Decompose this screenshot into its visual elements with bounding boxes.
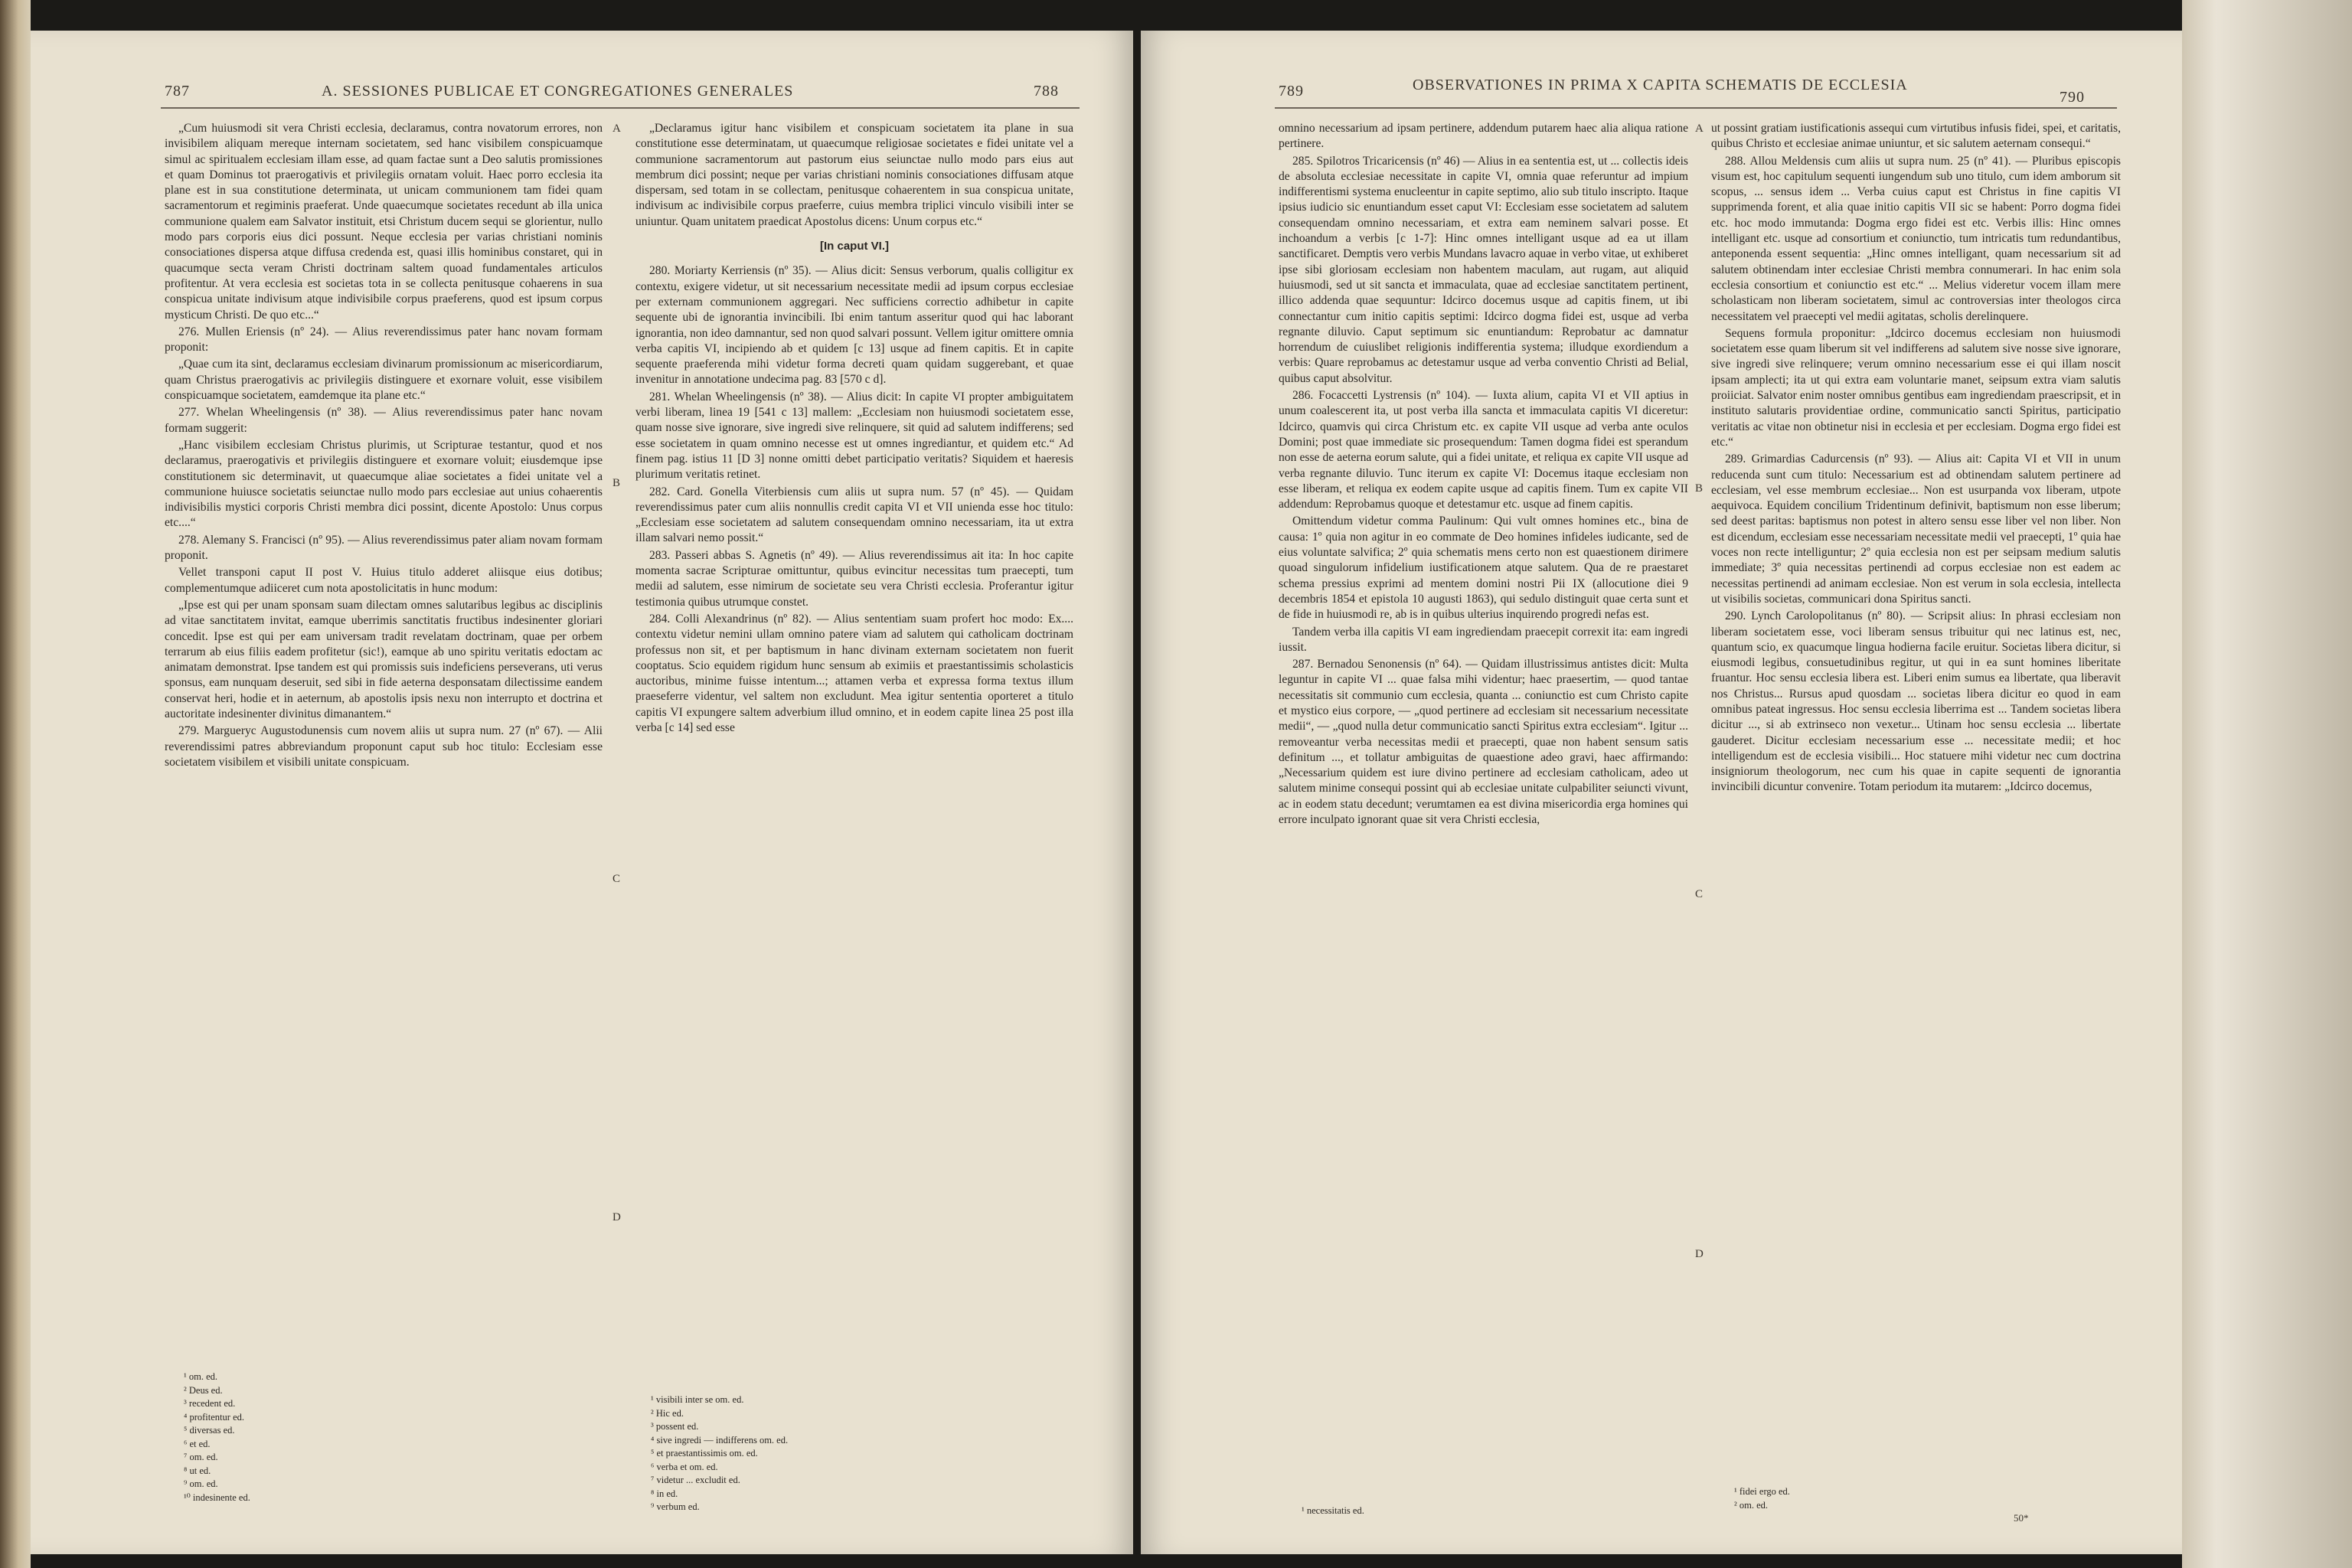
right-footnotes-1 [1294, 1504, 1524, 1518]
paragraph: omnino necessarium ad ipsam pertinere, addendum putarem haec alia aliqua ratione pertinere. [1279, 122, 1688, 151]
paragraph: 287. Bernadou Senonensis (nº 64). — Quidam illustrissimus antistes dicit: Multa leguntur in capite VI ... quae falsa mihi videntur; haec praesertim, — quod tantae necessitatis sit communio cum ecclesia, quanta ... coniunctio est cum Christo capite et mystico eius corpore, — „quod pertinere ad ecclesiam sit necessarium necessitate medii“, — „quod nulla detur communicatio sancti Spiritus extra ecclesiam“. Igitur ... removeantur verba necessitas medii et praecepti, quae non habent sensum satis definitum ..., et tollatur ambiguitas de quaestione adeo gravi, haec affirmando: „Necessarium quidem est iure divino pertinere ad ecclesiam catholicam, adeo ut salutem minime consequi possint qui ab ecclesiae unitate culpabiliter seiuncti vivunt, ac in eodem statu decedunt; verumtamen ea est divina misericordia erga homines qui errore inculpato ignorant quae sit vera Christi ecclesia, [1279, 658, 1688, 827]
paragraph: ⁷ videtur ... excludit ed. [651, 1475, 740, 1485]
right-page-title: OBSERVATIONES IN PRIMA X CAPITA SCHEMATIS DE ECCLESIA [1413, 77, 1908, 93]
paragraph: 276. Mullen Eriensis (nº 24). — Alius reverendissimus pater hanc novam formam proponit: [165, 325, 603, 354]
right-column-1 [1279, 121, 1688, 1491]
paragraph: ⁵ et praestantissimis om. ed. [651, 1448, 758, 1459]
paragraph: ⁹ verbum ed. [651, 1501, 700, 1512]
paragraph: 283. Passeri abbas S. Agnetis (nº 49). — Alius reverendissimus ait ita: In hoc capite momenta sacrae Scripturae omittuntur, quibus evincitur necessitas tum praecepti, tum medii ad salutem, esse nimirum de societate seu vera Christi ecclesia. Proferantur igitur testimonia quibus utrumque constet. [635, 548, 1073, 609]
paragraph: ut possint gratiam iustificationis assequi cum virtutibus infusis fidei, spei, et caritatis, quibus Christo et ecclesiae animae uniuntur, et sic salutem aeternam consequi.“ [1711, 122, 2121, 151]
left-footnotes-2 [643, 1393, 949, 1514]
paragraph: Sequens formula proponitur: „Idcirco docemus ecclesiam non huiusmodi societatem esse quam liberum sit vel indifferens ad salutem sive nosse sive ignorare, sive ingredi sive relinquere; verum omnino necessarium esse ei qui illam noscit ipsam amplecti; ita ut qui extra eam voluntarie manet, seipsum extra viam salutis proiiciat. Salvator enim noster omnibus gentibus eam ingrediendam praescripsit, et in instituto salutaris providentiae ordine, communicatio sancti Spiritus, participatio veritatis ac vitae non obtinetur nisi in ecclesia et per ecclesiam. Dogma ergo fidei est etc.“ [1711, 326, 2121, 449]
margin-letter-b: B [1695, 482, 1704, 495]
left-footnotes-1 [176, 1370, 406, 1504]
margin-letter-c: C [612, 873, 621, 885]
margin-letter-a: A [1695, 122, 1704, 135]
paragraph: ³ possent ed. [651, 1421, 699, 1432]
paragraph: ⁵ diversas ed. [184, 1425, 235, 1436]
left-page-number-a: 787 [165, 83, 190, 100]
left-page-number-b: 788 [1034, 83, 1059, 100]
right-page [1141, 31, 2182, 1554]
paragraph: „Cum huiusmodi sit vera Christi ecclesia, declaramus, contra novatorum errores, non invisibilem aliquam mereque internam societatem, sed hanc visibilem conspicuamque simul ac spiritualem ecclesiam illam esse, ad quam factae sunt a Deo salutis promissiones et quam Dominus tot praerogativis et privilegiis ornatam voluit. Haec porro ecclesia ita plane est in sua constitutione determinata, ut unicam communionem tam fidei quam sacramentorum et regiminis praeferat. Unde quaecumque societates recedunt ab illa unica communione qualem eam Salvator instituit, etsi Christum ducem sequi se glorientur, nullo modo pars corporis eius dici possunt. Neque ecclesia per varias christiani nominis consociationes dispersa atque diffusa credenda est, quasi illis hominibus constaret, qui in quacumque secta veram Christi doctrinam saltem quoad fundamentales articulos profitentur. At vera ecclesia est societas tota in se collecta penitusque cohaerens in sua conspicua unitate indivisum atque indivisibile corpus praeferens, quod est ipsum corpus mysticum Christi. De quo etc...“ [165, 122, 603, 322]
signature-mark: 50* [2014, 1512, 2029, 1524]
book-edge-left [0, 0, 31, 1568]
paragraph: 286. Focaccetti Lystrensis (nº 104). — Iuxta alium, capita VI et VII aptius in unum coalescerent ita, ut post verba illa sancta et immaculata capitis VI diceretur: Idcirco, quamvis qui circa Christum etc. ex capite VII usque ad verba ante oculos Domini; post quae immediate sic prosequendum: Tamen dogma fidei est sperandum non esse de aeterna eorum salute, qui a fidei unitate, et reliqua ex capite VII usque ad verba regnante diluvio. Tunc iterum ex capite VI: Docemus itaque ecclesiam non esse liberam, et reliqua ex eodem capite usque ad capitis finem. Tum ex capite VII addendum: Reprobamus quoque et detestamur etc. usque ad finem capitis. [1279, 389, 1688, 511]
paragraph: 284. Colli Alexandrinus (nº 82). — Alius sententiam suam profert hoc modo: Ex.... contextu videtur nemini ullam omnino patere viam ad salutem qui catholicam doctrinam professus non sit, et per baptismum in hanc divinam externam societatem non fuerit cooptatus. Scio equidem rigidum hunc sensum ab eximiis et praestantissimis scholasticis auctoribus, minime fuisse intentum...; attamen verba et expressa forma textus illum praeseferre videntur, vel saltem non excludunt. Mea igitur sententia oporteret a titulo capitis VI expungere saltem adverbium illud omnino, et in eodem capite linea 25 post illa verba [c 14] sed esse [635, 612, 1073, 734]
left-page-title: A. SESSIONES PUBLICAE ET CONGREGATIONES GENERALES [322, 83, 794, 100]
left-column-1 [165, 121, 603, 1354]
paragraph: ⁶ et ed. [184, 1438, 211, 1449]
book-edge-right [2182, 0, 2352, 1568]
paragraph: 282. Card. Gonella Viterbiensis cum aliis ut supra num. 57 (nº 45). — Quidam reverendissimus pater cum aliis nonnullis credit capita VI et VII unienda esse hoc titulo: „Ecclesiam esse societatem ad salutem consequendam omnino necessariam, ita ut extra illam salvari nemo possit.“ [635, 485, 1073, 545]
paragraph: „Ipse est qui per unam sponsam suam dilectam omnes salutaribus legibus ac disciplinis ad vitae sanctitatem invitat, eamque uberrimis sanctitatis fructibus indesinenter gloriari concedit. Ipse est qui per eam universam tradit revelatam doctrinam, quae per orbem terrarum ab eius filiis eadem profitetur (sic!), eamque ab uno spiritu veritatis edoctam ac animatam demonstrat. Ipse tandem est qui promissis suis indeficiens perseverans, uti verus sponsus, eam nunquam deseruit, sed sibi in fide aeterna desponsatam dilectissime eandem conservat heri, hodie et in aeternum, ab apostolis ipsis nexu non interrupto et doctrina et auctoritate indesinenter divinitus dimanantem.“ [165, 598, 603, 720]
paragraph: ⁷ om. ed. [184, 1452, 218, 1462]
paragraph: ⁶ verba et om. ed. [651, 1461, 718, 1472]
paragraph: ¹⁰ indesinente ed. [184, 1491, 250, 1503]
right-page-number-a: 789 [1279, 83, 1304, 100]
paragraph: 280. Moriarty Kerriensis (nº 35). — Alius dicit: Sensus verborum, qualis colligitur ex contextu, exigere videtur, ut sit necessarium necessitate medii ad ipsum corpus ecclesiae per externam communionem aggregari. Nec sufficiens correctio adhibetur in capite sequente ubi de ignorantia invincibili. Ibi enim tantum asseritur quod qui hac laborant ignorantia, non ideo damnantur, sed non quod salvari possunt. Vellem igitur omittere omnia verba capitis VI, incipiendo ab et quidem [c 13] usque ad finem capitis. Et in capite sequente praeferenda mihi videtur forma decreti quam quidam suggerebant, et quae invenitur in annotatione undecima pag. 83 [570 c d]. [635, 264, 1073, 387]
paragraph: 288. Allou Meldensis cum aliis ut supra num. 25 (nº 41). — Pluribus episcopis visum est, hoc capitulum sequenti iungendum sub uno titulo, cum idem amborum sit scopus, ... sensus idem ... Verba cuius caput est Christus in fine capitis VI supprimenda forent, et alia quae initio capitis VII sic se habent: Porro dogma fidei etc. hoc modo immutanda: Dogma ergo fidei est etc. Verbis illis: Hinc omnes intelligant etc. usque ad consortium et coniunctio, tum intricatis tum redundantibus, anteponenda essent sequentia: „Hinc omnes intelligant, quam necessarium sit ad salutem obtinendam inter ecclesiae Christi membra connumerari. In hac enim sola ecclesia consortium et coniunctio est etc.“ ... Melius videretur vocem illam mere scholasticam non liberam societatem, simul ac controversias inter theologos circa necessitatem vel praecepti vel medii agitatas, scholis derelinquere. [1711, 154, 2121, 323]
paragraph: ¹ visibili inter se om. ed. [651, 1394, 744, 1405]
paragraph: Tandem verba illa capitis VI eam ingrediendam praecepit correxit ita: eam ingredi iussit. [1279, 625, 1688, 654]
left-page [31, 31, 1133, 1554]
margin-letter-d: D [1695, 1248, 1704, 1260]
left-col2-intro: „Declaramus igitur hanc visibilem et conspicuam societatem ita plane in sua constitutione esse determinatam, ut quaecumque religiosae societates e fidei unitate vel a communione sacramentorum aut pastorum eius seiunctae nullo modo pars eius aut membrum dici possint; neque per varias christiani nominis consociationes diffusam atque dispersam, sed totam in se collectam, penitusque cohaerentem in sua conspicua unitate, indivisum ac indivisibile corpus praeferre, cuius membra triplici vinculo visibili inter se uniuntur. Quam unitatem praedicat Apostolus dicens: Unum corpus etc.“ [635, 122, 1073, 228]
paragraph: ⁸ in ed. [651, 1488, 678, 1499]
margin-letter-a: A [612, 122, 621, 135]
paragraph: Omittendum videtur comma Paulinum: Qui vult omnes homines etc., bina de causa: 1º quia non agitur in eo commate de Deo homines infideles iudicante, sed de eius voluntate salvifica; 2º quia schematis mens certo non est quaestionem dirimere quoad singulorum infidelium iustificationem atque salutem. Qua de re praestaret schema pressius exprimi ad mentem domini nostri Pii IX (allocutione diei 9 decembris 1854 et epistola 10 augusti 1863), qui sedulo distinguit quae certa sunt et de fide in huiusmodi re, ab is in quibus ulterius inquirendo progredi nefas est. [1279, 514, 1688, 622]
paragraph: 279. Margueryc Augustodunensis cum novem aliis ut supra num. 27 (nº 67). — Alii reverendissimi patres abbreviandum proponunt caput sub hoc titulo: Ecclesiam esse societatem visibilem et visibili unitate conspicuam. [165, 724, 603, 769]
paragraph: „Hanc visibilem ecclesiam Christus plurimis, ut Scripturae testantur, quod et nos declaramus, praerogativis et privilegiis distinguere et exornare voluit; eiusdemque ipse constitutionem sic determinavit, ut quaecumque aliae societates a fidei unitate vel a communione huiusce societatis seiunctae nullo modo pars ecclesiae aut unius cohaerentis indivisibilis mystici corporis Christi membra dici possint, dicente Apostolo: Unus corpus etc....“ [165, 438, 603, 530]
paragraph: 278. Alemany S. Francisci (nº 95). — Alius reverendissimus pater aliam novam formam proponit. [165, 533, 603, 563]
paragraph: „Quae cum ita sint, declaramus ecclesiam divinarum promissionum ac misericordiarum, quam Christus praerogativis ac privilegiis distinguere et exornare voluit, esse visibilem conspicuamque societatem, eamdemque ita plane etc.“ [165, 358, 603, 403]
margin-letter-b: B [612, 477, 621, 489]
paragraph: 285. Spilotros Tricaricensis (nº 46) — Alius in ea sententia est, ut ... collectis ideis de absoluta ecclesiae necessitate in capite VI, omnia quae referuntur ad impium indifferentismi systema enucleentur in capite septimo, alio sub titulo inscripto. Itaque ipsius iudicio sic enuntiandum esset caput VI: Ecclesiam esse societatem ad salutem consequendam omnino necessariam, et extra eam neminem salvari posse. Et inchoandum a verbis [c 1-7]: Hinc omnes intelligant usque ad ea ut illam sanctificaret. Demptis vero verbis Mundans lavacro aquae in verbo vitae, ut exhiberet ipse sibi gloriosam ecclesiam non habentem maculam, aut rugam, aut aliquid huiusmodi, sed ut sit sancta et immaculata, quae ad ecclesiae sanctitatem pertinent, illico addenda quae sequuntur: Idcirco docemus usque ad capitis finem, ut ibi connectantur cum initio capitis septimi: Idcirco dogma fidei est, usque ad verba regnante diluvio. Caput septimum sic enuntiandum: Reprobatur ac damnatur horrendum de cuiuslibet religionis indifferentia systema; illudque exordiendum a verbis: Quare reprobamus ac detestamur usque ad verba conventio Christi ad Belial, quibus caput absolvitur. [1279, 154, 1688, 385]
paragraph: ³ recedent ed. [184, 1398, 236, 1409]
right-column-2 [1711, 121, 2121, 1491]
margin-letter-d: D [612, 1211, 621, 1223]
paragraph: ¹ fidei ergo ed. [1734, 1486, 1790, 1497]
right-page-number-b: 790 [2060, 89, 2085, 106]
left-header-rule [161, 107, 1080, 109]
paragraph: Vellet transponi caput II post V. Huius titulo adderet aliisque eius dotibus; complementumque adiiceret cum nota apostolicitatis in hunc modum: [165, 566, 603, 595]
paragraph: 290. Lynch Carolopolitanus (nº 80). — Scripsit alius: In phrasi ecclesiam non liberam societatem esse, voci liberam sensus tribuitur qui nec latinus est, nec, quantum scio, ex quacumque lingua hodierna facile eruitur. Societas libera dicitur, si eiusmodi legibus, consuetudinibus regitur, ut qui in ea sunt homines liberitate fruantur. Hoc sensu ecclesia libera est. Liberi enim sumus ea libertate, qua liberavit nos Christus... Rursus apud quosdam ... societas libera dicitur eo quod in eam omnibus pateat ingressus. Hoc sensu ecclesia liberrima est ... Tandem societas libera dicitur ..., si ab extrinseco non vexetur... Utinam hoc sensu ecclesia ... libertate gauderet. Dicitur ecclesiam necessarium esse ... necessitate medii; et hoc intelligendum est de ecclesia visibili... Hoc statuere mihi videtur nec cum doctrina insigniorum theologorum, nec cum his quae in capite sequenti de ignorantia invincibili dicuntur convenire. Totam periodum ita mutarem: „Idcirco docemus, [1711, 609, 2121, 794]
paragraph: ⁴ sive ingredi — indifferens om. ed. [651, 1434, 789, 1446]
right-footnotes-2 [1726, 1485, 1956, 1512]
right-header-rule [1275, 107, 2117, 109]
paragraph: ⁸ ut ed. [184, 1465, 211, 1476]
paragraph: ⁹ om. ed. [184, 1478, 218, 1489]
paragraph: ² Deus ed. [184, 1384, 223, 1396]
paragraph: ¹ om. ed. [184, 1371, 218, 1382]
section-heading: [In caput VI.] [820, 240, 889, 253]
paragraph: 277. Whelan Wheelingensis (nº 38). — Alius reverendissimus pater hanc novam formam suggerit: [165, 406, 603, 435]
paragraph: ⁴ profitentur ed. [184, 1411, 244, 1423]
left-column-2 [635, 121, 1073, 1354]
paragraph: 289. Grimardias Cadurcensis (nº 93). — Alius ait: Capita VI et VII in unum reducenda sunt cum titulo: Necessarium est ad obtinendam salutem pertinere ad ecclesiam, vel esse membrum ecclesiae... Non est usurpanda vox liberam, utpote aequivoca. Equidem concilium Tridentinum definivit, baptismum non esse liberum; sed deest paritas: baptismus non potest in altero sensu esse liber vel non liber. Non est dicendum, ecclesiam esse necessariam necessitate medii vel praecepti, 1º quia hae voces non recte intelliguntur; 2º quia ecclesia non est per seipsam medium salutis immediate; 3º quia necessitas pertinendi ad corpus ecclesiae non est eadem ac necessitas pertinendi ad animam ecclesiae. Non est verum in sola ecclesia, intellecta ut visibilis societas, communicari dona Spiritus sancti. [1711, 452, 2121, 606]
margin-letter-c: C [1695, 888, 1704, 900]
paragraph: ¹ necessitatis ed. [1302, 1505, 1364, 1516]
paragraph: 281. Whelan Wheelingensis (nº 38). — Alius dicit: In capite VI propter ambiguitatem verbi liberam, linea 19 [541 c 13] mallem: „Ecclesiam non huiusmodi societatem esse, quam nosse sive ignorare, sive ingredi sive relinquere, sit quid ad salutem indifferens; sed esse societatem in quam omnino necesse est ut omnes ingrediantur, et quidem etc.“ Ad finem pag. istius 11 [D 3] nonne omitti debet participatio veritatis? Siquidem et haeresis plurimum veritatis retinet. [635, 390, 1073, 482]
paragraph: ² om. ed. [1734, 1499, 1769, 1511]
paragraph: ² Hic ed. [651, 1407, 684, 1419]
